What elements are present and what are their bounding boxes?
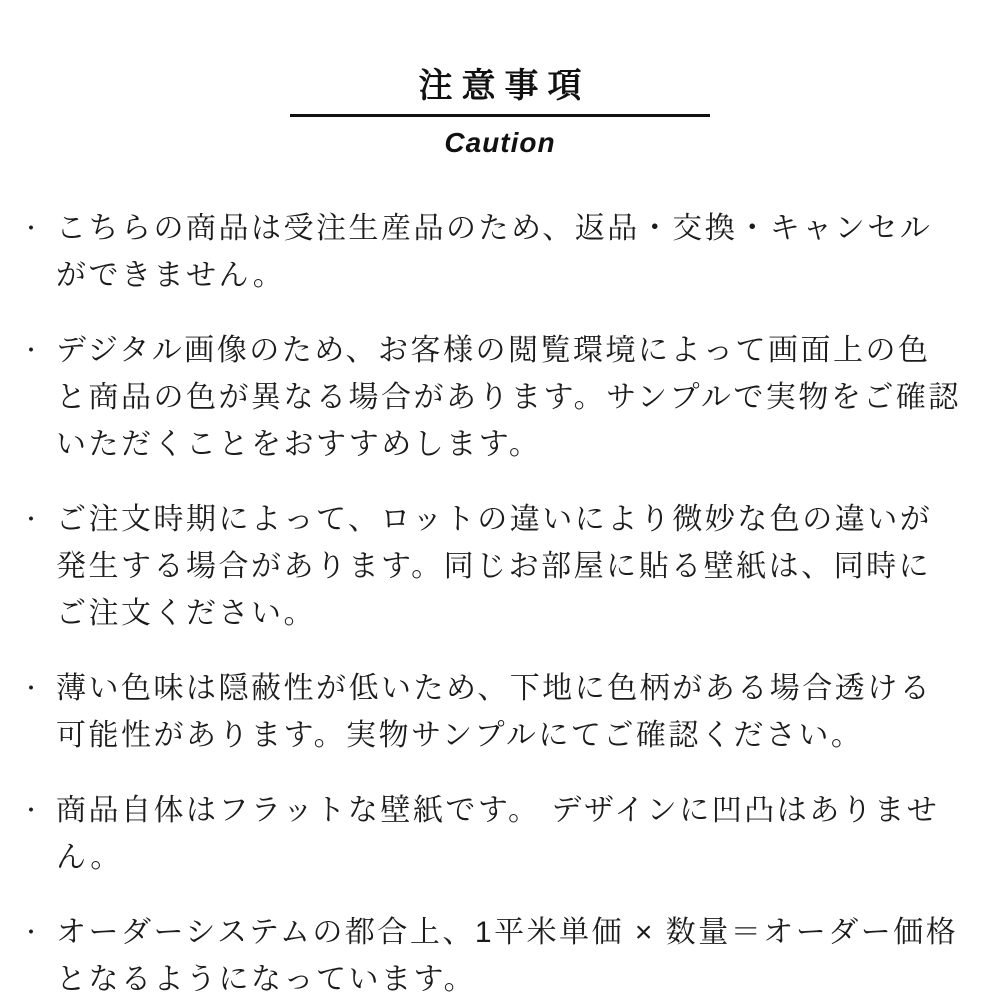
caution-item-text: ご注文時期によって、ロットの違いにより微妙な色の違いが発生する場合があります。同じお部屋に貼る壁紙は、同時にご注文ください。 bbox=[56, 503, 933, 630]
bullet-icon: ・ bbox=[20, 507, 43, 532]
caution-item bbox=[20, 496, 962, 637]
page-header bbox=[0, 0, 1000, 160]
bullet-icon: ・ bbox=[20, 216, 43, 241]
bullet-icon: ・ bbox=[20, 920, 43, 945]
caution-item-text: こちらの商品は受注生産品のため、返品・交換・キャンセルができません。 bbox=[56, 212, 933, 292]
page-subtitle: Caution bbox=[444, 127, 556, 158]
caution-item bbox=[20, 205, 962, 299]
caution-item bbox=[20, 787, 962, 881]
caution-item-text: オーダーシステムの都合上、1平米単価 × 数量＝オーダー価格となるようになっています。 bbox=[56, 916, 959, 996]
bullet-icon: ・ bbox=[20, 798, 43, 823]
title-divider bbox=[290, 114, 710, 117]
caution-item-text: デジタル画像のため、お客様の閲覧環境によって画面上の色と商品の色が異なる場合があります。サンプルで実物をご確認いただくことをおすすめします。 bbox=[56, 334, 961, 461]
caution-item-text: 商品自体はフラットな壁紙です。 デザインに凹凸はありません。 bbox=[56, 794, 940, 874]
caution-item bbox=[20, 909, 962, 1000]
caution-item bbox=[20, 665, 962, 759]
page-title: 注意事項 bbox=[418, 67, 591, 105]
caution-item bbox=[20, 327, 962, 468]
caution-item-text: 薄い色味は隠蔽性が低いため、下地に色柄がある場合透ける可能性があります。実物サンプルにてご確認ください。 bbox=[56, 672, 933, 752]
bullet-icon: ・ bbox=[20, 338, 43, 363]
caution-list bbox=[0, 205, 1000, 1000]
bullet-icon: ・ bbox=[20, 676, 43, 701]
